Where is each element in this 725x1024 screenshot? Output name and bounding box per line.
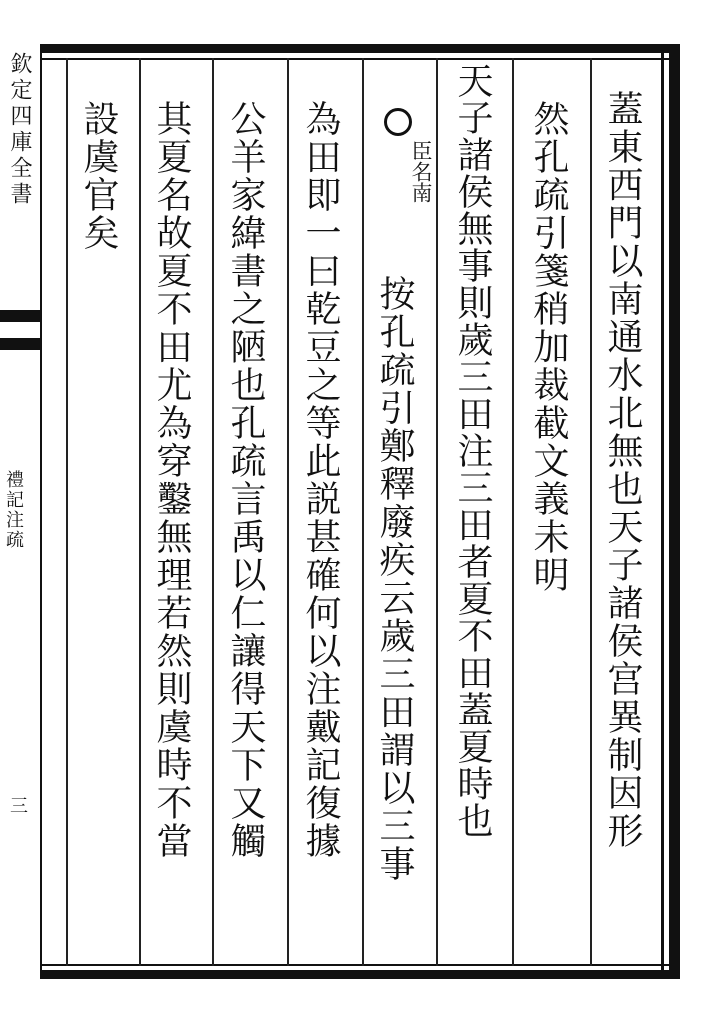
- text-column-2: 然孔疏引箋稍加裁截文義未明: [528, 100, 569, 594]
- fish-tail-mark: [0, 310, 40, 350]
- text-column-8: 設虞官矣: [78, 100, 119, 252]
- frame-inner-right-border: [661, 53, 664, 970]
- text-column-3: 天子諸侯無事則歲三田注三田者夏不田蓋夏時也: [452, 62, 493, 839]
- frame-right-border: [669, 44, 680, 979]
- frame-bottom-border: [40, 970, 680, 979]
- frame-top-border: [40, 44, 680, 53]
- column-rule: [590, 58, 592, 966]
- column-rule: [212, 58, 214, 966]
- text-column-1: 蓋東西門以南通水北無也天子諸侯宫異制因形: [602, 90, 643, 850]
- margin-book-title: 欽定四庫全書: [7, 52, 32, 208]
- text-column-6: 公羊家緯書之陋也孔疏言禹以仁讓得天下又觸: [225, 100, 266, 860]
- text-column-7: 其夏名故夏不田尤為穿鑿無理若然則虞時不當: [151, 100, 192, 860]
- column-rule: [139, 58, 141, 966]
- margin-section-title: 禮記注疏: [3, 470, 24, 550]
- frame-inner-bottom-border: [40, 964, 670, 966]
- annotation-small-text: 臣名南: [409, 140, 433, 203]
- margin-page-number: 三: [7, 796, 28, 814]
- column-rule: [287, 58, 289, 966]
- column-rule: [512, 58, 514, 966]
- frame-inner-top-border: [40, 58, 670, 60]
- circle-mark-icon: [384, 108, 412, 136]
- column-rule: [66, 58, 68, 966]
- column-rule: [436, 58, 438, 966]
- column-rule: [362, 58, 364, 966]
- text-column-4: 按孔疏引鄭釋廢疾云歲三田謂以三事: [374, 275, 415, 883]
- text-column-5: 為田即一曰乾豆之等此説甚確何以注戴記復據: [300, 100, 341, 860]
